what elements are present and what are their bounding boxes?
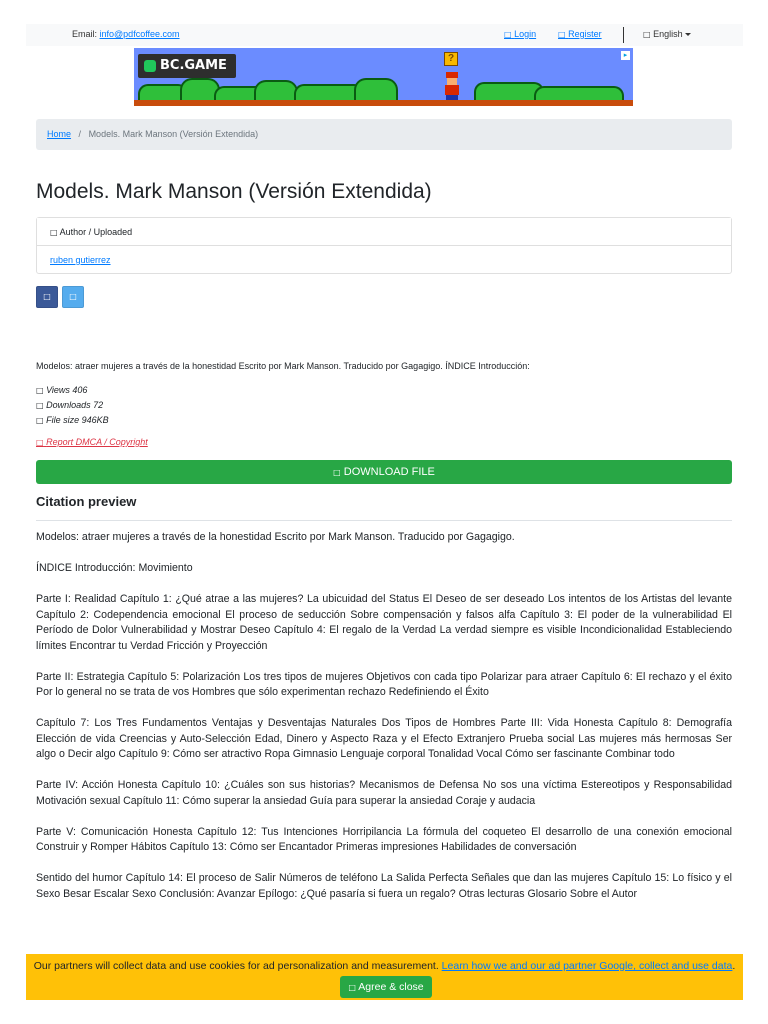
preview-paragraph: Sentido del humor Capítulo 14: El proceso de Salir Números de teléfono La Salida Perfecta Señales que dan las mujeres Capítulo 15: Lo físico y el Sexo Besar Escalar Sexo Conclusión: Avanzar Epílogo: ¿Qué pasaría si fuera un regalo? Otras lecturas Glosario Sobre el Autor — [36, 872, 732, 900]
twitter-icon: □ — [69, 292, 77, 301]
ad-hill — [534, 86, 624, 100]
author-card-title: Author / Uploaded — [59, 227, 133, 237]
breadcrumb-home[interactable]: Home — [47, 129, 72, 139]
question-block-icon: ? — [444, 52, 458, 66]
email-label: Email: — [72, 29, 98, 39]
preview-paragraph: Modelos: atraer mujeres a través de la honestidad Escrito por Mark Manson. Traducido por Gagagigo. — [36, 531, 515, 543]
download-button-label: DOWNLOAD FILE — [343, 466, 435, 478]
login-icon: □ — [504, 30, 512, 39]
author-card-body — [37, 246, 731, 274]
agree-close-button[interactable] — [340, 976, 431, 998]
ad-logo — [138, 54, 236, 78]
page-title: Models. Mark Manson (Versión Extendida) — [36, 180, 432, 203]
file-size-label: File size 946KB — [46, 415, 109, 425]
globe-icon: □ — [643, 30, 651, 39]
flag-icon: □ — [36, 438, 44, 447]
citation-preview-title: Citation preview — [36, 494, 137, 509]
agree-label: Agree & close — [358, 981, 424, 993]
cookie-learn-more-link[interactable]: Learn how we and our ad partner Google, collect and use data — [441, 960, 733, 972]
views-count — [36, 385, 87, 395]
mario-character-icon — [444, 72, 460, 100]
author-link[interactable]: ruben gutierrez — [50, 255, 111, 265]
preview-paragraph: Parte V: Comunicación Honesta Capítulo 12: Tus Intenciones Horripilancia La fórmula del coqueteo El desarrollo de una conexión emocional Construir y Romper Hábitos Capítulo 13: Cómo ser Encantador Primeras impresiones Habilidades de conversación — [36, 825, 732, 853]
download-icon: □ — [333, 468, 341, 477]
ad-banner[interactable] — [134, 48, 633, 106]
topbar-divider — [623, 27, 624, 43]
email-link[interactable]: info@pdfcoffee.com — [99, 29, 180, 39]
cookie-text: Our partners will collect data and use cookies for ad personalization and measurement. — [33, 960, 439, 972]
document-description: Modelos: atraer mujeres a través de la honestidad Escrito por Mark Manson. Traducido por Gagagigo. ÍNDICE Introducción: — [36, 361, 530, 371]
language-dropdown[interactable] — [643, 29, 691, 39]
report-dmca-link[interactable] — [36, 437, 148, 447]
register-link[interactable] — [558, 29, 602, 39]
ad-hill — [254, 80, 298, 100]
preview-paragraph: Parte I: Realidad Capítulo 1: ¿Qué atrae a las mujeres? La ubicuidad del Status El Deseo de ser deseado Los intentos de los Artistas del levante Capítulo 2: Codependencia emocional El proceso de seducción Sobre compensación y falsos alfa Capítulo 3: El poder de la vulnerabilidad El Período de Dolor Vulnerabilidad y Mostrar Deseo Capítulo 4: El regalo de la Verdad La verdad siempre es visible Incondicionalidad Estableciendo límites Encontrar tu Verdad Fricción y Proyección — [36, 593, 732, 652]
report-label: Report DMCA / Copyright — [46, 437, 148, 447]
ad-brand: BC.GAME — [160, 58, 227, 73]
register-icon: □ — [558, 30, 566, 39]
breadcrumb-current: Models. Mark Manson (Versión Extendida) — [88, 129, 259, 139]
preview-paragraph: Capítulo 7: Los Tres Fundamentos Ventajas y Desventajas Naturales Dos Tipos de Hombres Parte III: Vida Honesta Capítulo 8: Demografía Elección de vida Creencias y Auto-Selección Edad, Dinero y Aspecto Raza y el Efecto Extranjero Prueba social Las mujeres más hermosas Ser algo o Decir algo Capítulo 9: Cómo ser atractivo Ropa Gimnasio Lenguaje corporal Tonalidad Vocal Cómo ser fascinante Combinar todo — [36, 717, 732, 760]
check-icon: □ — [348, 983, 356, 992]
adchoices-icon[interactable]: ▸ — [621, 51, 630, 60]
download-file-button[interactable] — [36, 460, 732, 484]
bcgame-logo-icon — [144, 60, 156, 72]
share-facebook-button[interactable] — [36, 286, 58, 308]
contact-email — [72, 29, 180, 39]
download-icon: □ — [36, 401, 44, 410]
downloads-label: Downloads 72 — [46, 400, 104, 410]
login-label: Login — [514, 29, 537, 39]
author-card-header — [37, 218, 731, 246]
preview-paragraph: ÍNDICE Introducción: Movimiento — [36, 562, 193, 574]
preview-paragraph: Parte IV: Acción Honesta Capítulo 10: ¿Cuáles son sus historias? Mecanismos de Defensa No sos una víctima Estereotipos y Responsabilidad Motivación sexual Capítulo 11: Cómo superar la ansiedad Guía para superar la ansiedad Coraje y audacia — [36, 779, 732, 807]
ad-ground — [134, 100, 633, 106]
breadcrumb — [36, 119, 732, 150]
register-label: Register — [568, 29, 602, 39]
downloads-count — [36, 400, 103, 410]
share-twitter-button[interactable] — [62, 286, 84, 308]
author-card — [36, 217, 732, 274]
breadcrumb-divider: / — [78, 129, 82, 139]
language-label: English — [653, 29, 683, 39]
eye-icon: □ — [36, 386, 44, 395]
top-bar — [26, 24, 743, 46]
citation-preview-text — [36, 530, 732, 918]
citation-divider — [36, 520, 732, 521]
cookie-consent-bar: Our partners will collect data and use cookies for ad personalization and measurement. Learn how we and our ad partner Google, collect and use data. □ Agree & close — [26, 954, 743, 1000]
preview-paragraph: Parte II: Estrategia Capítulo 5: Polarización Los tres tipos de mujeres Objetivos con cada tipo Polarizar para atraer Capítulo 6: El rechazo y el éxito Por lo general no se trata de vos Hombres que sólo experimentan rechazo Redefiniendo el Éxito — [36, 670, 732, 698]
ad-hill — [354, 78, 398, 100]
user-icon: □ — [50, 228, 58, 237]
views-label: Views 406 — [46, 385, 88, 395]
file-icon: □ — [36, 416, 44, 425]
file-size — [36, 415, 109, 425]
chevron-down-icon — [685, 33, 691, 36]
login-link[interactable] — [504, 29, 536, 39]
facebook-icon: □ — [43, 292, 51, 301]
